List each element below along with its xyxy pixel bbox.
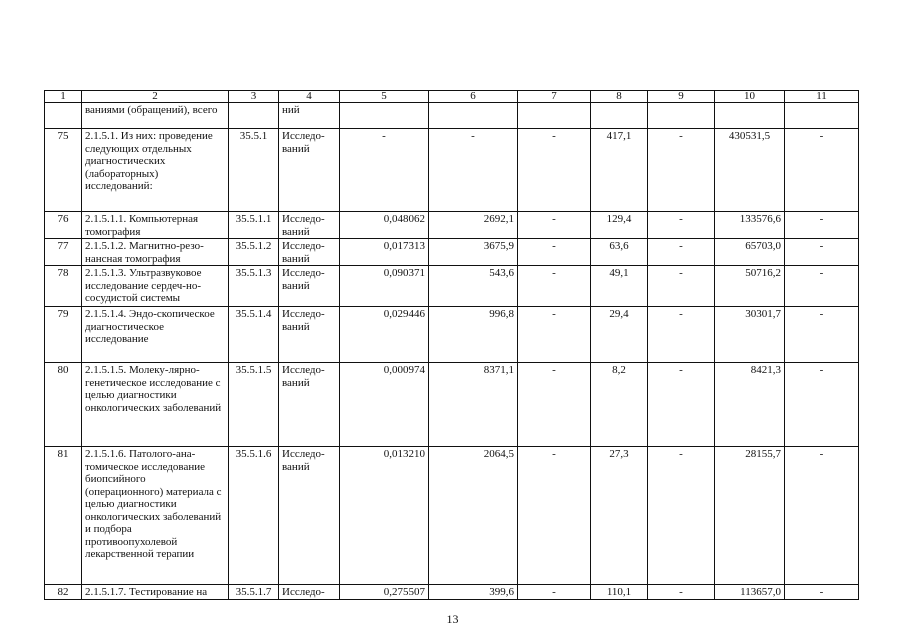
row-unit: Исследо-ваний <box>279 447 340 585</box>
table-row <box>45 239 859 266</box>
row-number: 79 <box>45 307 82 363</box>
cell-5: 0,029446 <box>340 307 429 363</box>
cell-6: 399,6 <box>429 585 518 600</box>
cell-6: 996,8 <box>429 307 518 363</box>
cell-7: - <box>518 363 591 447</box>
cell-5: 0,090371 <box>340 266 429 307</box>
row-number: 76 <box>45 212 82 239</box>
cell-8: 8,2 <box>591 363 648 447</box>
cell-10: 28155,7 <box>715 447 785 585</box>
header-cell: 2 <box>82 91 229 103</box>
row-name: 2.1.5.1.7. Тестирование на <box>82 585 229 600</box>
cell-11: - <box>785 307 859 363</box>
cell-10: 133576,6 <box>715 212 785 239</box>
cell-9 <box>648 103 715 129</box>
cell-9: - <box>648 447 715 585</box>
cell-10: 65703,0 <box>715 239 785 266</box>
row-code: 35.5.1.4 <box>229 307 279 363</box>
row-code: 35.5.1.3 <box>229 266 279 307</box>
header-cell: 7 <box>518 91 591 103</box>
cell-7: - <box>518 212 591 239</box>
cell-7: - <box>518 239 591 266</box>
cell-9: - <box>648 266 715 307</box>
row-number: 75 <box>45 129 82 212</box>
row-unit: Исследо-ваний <box>279 239 340 266</box>
cell-8: 417,1 <box>591 129 648 212</box>
cell-9: - <box>648 307 715 363</box>
header-cell: 6 <box>429 91 518 103</box>
cell-11: - <box>785 129 859 212</box>
cell-7: - <box>518 307 591 363</box>
cell-6: 3675,9 <box>429 239 518 266</box>
row-code: 35.5.1.2 <box>229 239 279 266</box>
row-name: 2.1.5.1.4. Эндо-скопическое диагностическое исследование <box>82 307 229 363</box>
page-number: 13 <box>446 612 459 626</box>
cell-6: 543,6 <box>429 266 518 307</box>
cell-5: 0,048062 <box>340 212 429 239</box>
table-row <box>45 307 859 363</box>
cell-10 <box>715 103 785 129</box>
row-unit: Исследо-ваний <box>279 307 340 363</box>
cell-11: - <box>785 212 859 239</box>
row-number: 77 <box>45 239 82 266</box>
cell-6: 8371,1 <box>429 363 518 447</box>
row-unit: Исследо-ваний <box>279 129 340 212</box>
cell-8: 110,1 <box>591 585 648 600</box>
row-name: 2.1.5.1. Из них: проведение следующих отдельных диагностических (лабораторных) исследований: <box>82 129 229 212</box>
header-cell: 10 <box>715 91 785 103</box>
row-number: 78 <box>45 266 82 307</box>
row-code: 35.5.1 <box>229 129 279 212</box>
cell-10: 8421,3 <box>715 363 785 447</box>
row-name: 2.1.5.1.5. Молеку-лярно-генетическое исследование с целью диагностики онкологических заболеваний <box>82 363 229 447</box>
table-row <box>45 212 859 239</box>
cell-10: 50716,2 <box>715 266 785 307</box>
cell-9: - <box>648 129 715 212</box>
row-number: 82 <box>45 585 82 600</box>
header-cell: 4 <box>279 91 340 103</box>
cell-5: 0,275507 <box>340 585 429 600</box>
row-name: 2.1.5.1.1. Компьютерная томография <box>82 212 229 239</box>
cell-8 <box>591 103 648 129</box>
cell-11: - <box>785 363 859 447</box>
cell-11: - <box>785 585 859 600</box>
row-code: 35.5.1.7 <box>229 585 279 600</box>
cell-7: - <box>518 447 591 585</box>
cell-7: - <box>518 585 591 600</box>
row-code <box>229 103 279 129</box>
row-unit: Исследо-ваний <box>279 363 340 447</box>
cell-5 <box>340 103 429 129</box>
cell-8: 49,1 <box>591 266 648 307</box>
cell-7: - <box>518 129 591 212</box>
row-name: 2.1.5.1.2. Магнитно-резо-нансная томография <box>82 239 229 266</box>
cell-6: 2692,1 <box>429 212 518 239</box>
table-row <box>45 447 859 585</box>
header-cell: 3 <box>229 91 279 103</box>
table-header <box>45 91 859 103</box>
cell-9: - <box>648 585 715 600</box>
row-number: 81 <box>45 447 82 585</box>
row-name: 2.1.5.1.6. Патолого-ана-томическое исследование биопсийного (операционного) материала с целью диагностики онкологических заболеваний и подбора противоопухолевой лекарственной терапии <box>82 447 229 585</box>
header-cell: 11 <box>785 91 859 103</box>
table-row <box>45 266 859 307</box>
cell-5: 0,017313 <box>340 239 429 266</box>
row-code: 35.5.1.6 <box>229 447 279 585</box>
cell-11: - <box>785 266 859 307</box>
cell-10: 113657,0 <box>715 585 785 600</box>
row-unit: ний <box>279 103 340 129</box>
table-row <box>45 363 859 447</box>
row-unit: Исследо- <box>279 585 340 600</box>
table-row <box>45 129 859 212</box>
header-cell: 9 <box>648 91 715 103</box>
cell-8: 63,6 <box>591 239 648 266</box>
cell-6 <box>429 103 518 129</box>
header-cell: 1 <box>45 91 82 103</box>
cell-10: 30301,7 <box>715 307 785 363</box>
cell-9: - <box>648 363 715 447</box>
cell-7: - <box>518 266 591 307</box>
row-unit: Исследо-ваний <box>279 266 340 307</box>
table-row <box>45 585 859 600</box>
table-row-continuation <box>45 103 859 129</box>
header-cell: 5 <box>340 91 429 103</box>
row-code: 35.5.1.5 <box>229 363 279 447</box>
cell-7 <box>518 103 591 129</box>
cell-11: - <box>785 447 859 585</box>
row-number: 80 <box>45 363 82 447</box>
data-table <box>44 90 859 600</box>
cell-6: - <box>429 129 518 212</box>
cell-11: - <box>785 239 859 266</box>
row-name: 2.1.5.1.3. Ультразвуковое исследование сердеч-но-сосудистой системы <box>82 266 229 307</box>
cell-8: 29,4 <box>591 307 648 363</box>
cell-11 <box>785 103 859 129</box>
cell-6: 2064,5 <box>429 447 518 585</box>
row-number <box>45 103 82 129</box>
cell-8: 27,3 <box>591 447 648 585</box>
cell-8: 129,4 <box>591 212 648 239</box>
cell-5: - <box>340 129 429 212</box>
cell-9: - <box>648 212 715 239</box>
cell-9: - <box>648 239 715 266</box>
row-code: 35.5.1.1 <box>229 212 279 239</box>
row-unit: Исследо-ваний <box>279 212 340 239</box>
row-name: ваниями (обращений), всего <box>82 103 229 129</box>
cell-5: 0,000974 <box>340 363 429 447</box>
header-cell: 8 <box>591 91 648 103</box>
cell-10: 430531,5 <box>715 129 785 212</box>
cell-5: 0,013210 <box>340 447 429 585</box>
